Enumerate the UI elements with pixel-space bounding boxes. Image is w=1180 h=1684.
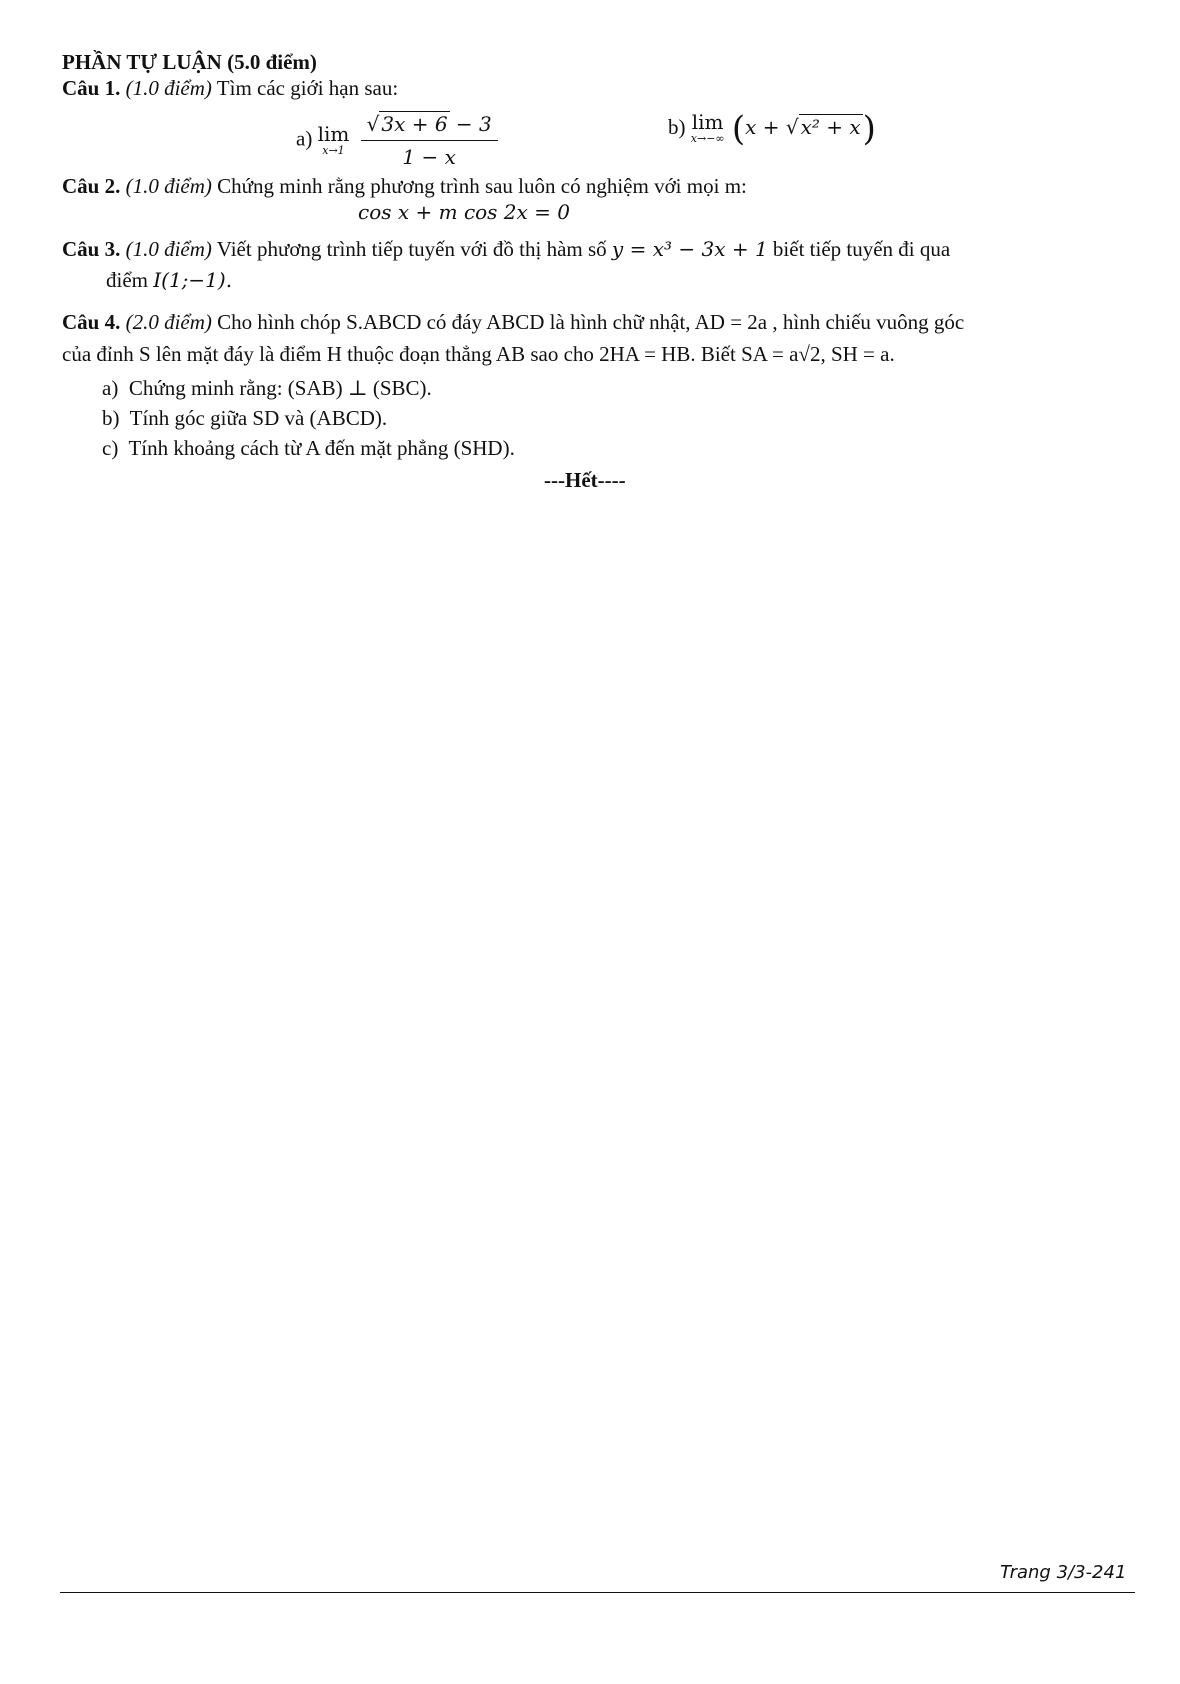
q2-label: Câu 2. [62, 174, 121, 198]
q4-label: Câu 4. [62, 310, 121, 334]
q1a-limit [317, 121, 350, 158]
q3-label: Câu 3. [62, 237, 121, 261]
question-1 [62, 74, 398, 102]
question-3 [62, 235, 950, 263]
q4-points: (2.0 điểm) [125, 310, 212, 334]
q1b-label: b) [668, 114, 686, 139]
q1a-denominator: 1 − x [402, 145, 456, 169]
q3-text-after: biết tiếp tuyến đi qua [772, 237, 951, 261]
q4a-label: a) [102, 376, 119, 400]
q3-text-before: Viết phương trình tiếp tuyến với đồ thị hàm số [216, 237, 607, 261]
q3-points: (1.0 điểm) [125, 237, 212, 261]
q4-part-c [102, 434, 515, 462]
question-2 [62, 172, 747, 200]
q4b-text: Tính góc giữa SD và (ABCD). [129, 406, 388, 430]
q1a-numerator-radicand: 3x + 6 [381, 112, 448, 136]
q1b-radicand: x² + x [800, 114, 861, 139]
end-marker: ---Hết---- [544, 468, 626, 492]
q2-points: (1.0 điểm) [125, 174, 212, 198]
q4c-text: Tính khoảng cách từ A đến mặt phẳng (SHD). [128, 436, 515, 460]
q2-equation: cos x + m cos 2x = 0 [358, 200, 571, 224]
q1-part-b: b) lim x→−∞ (x + √ x² + x) [668, 109, 876, 149]
q1a-label: a) [296, 126, 313, 151]
q1b-expression-start: x + [745, 114, 786, 139]
q4a-text: Chứng minh rằng: (SAB) ⊥ (SBC). [128, 376, 432, 400]
q4-part-b [102, 404, 387, 432]
q1a-fraction: $\frac{√ 3x + 6 - 3}{1 - x}$ [361, 110, 498, 171]
q1-part-a [296, 110, 502, 171]
q1a-lim-sub: x→1 [322, 143, 345, 157]
q4-line-2: của đỉnh S lên mặt đáy là điểm H thuộc đoạn thẳng AB sao cho 2HA = HB. Biết SA = a√2, SH = a. [62, 342, 895, 366]
q4c-label: c) [102, 436, 119, 460]
q2-text: Chứng minh rằng phương trình sau luôn có nghiệm với mọi m: [217, 174, 747, 198]
q4b-label: b) [102, 406, 120, 430]
question-4 [62, 308, 964, 336]
q1-label: Câu 1. [62, 76, 121, 100]
q1b-limit [691, 112, 725, 146]
q1a-numerator-rest: − 3 [449, 112, 492, 136]
section-title: PHẦN TỰ LUẬN (5.0 điểm) [62, 50, 317, 74]
page-number: Trang 3/3-241 [1000, 1562, 1127, 1583]
q1b-lim-sub: x→−∞ [690, 132, 725, 145]
q3-point-word: điểm [106, 268, 148, 292]
q1b-lim-word: lim [691, 110, 724, 134]
q1-points: (1.0 điểm) [125, 76, 212, 100]
q1-text: Tìm các giới hạn sau: [216, 76, 399, 100]
footer-rule [60, 1592, 1135, 1593]
q3-function: y = x³ − 3x + 1 [611, 237, 768, 261]
q3-line-2 [106, 266, 232, 294]
q4-line-1: Cho hình chóp S.ABCD có đáy ABCD là hình chữ nhật, AD = 2a , hình chiếu vuông góc [217, 310, 965, 334]
q1a-lim-word: lim [317, 121, 350, 146]
q4-part-a [102, 374, 432, 402]
q3-point: I(1;−1). [153, 268, 233, 292]
